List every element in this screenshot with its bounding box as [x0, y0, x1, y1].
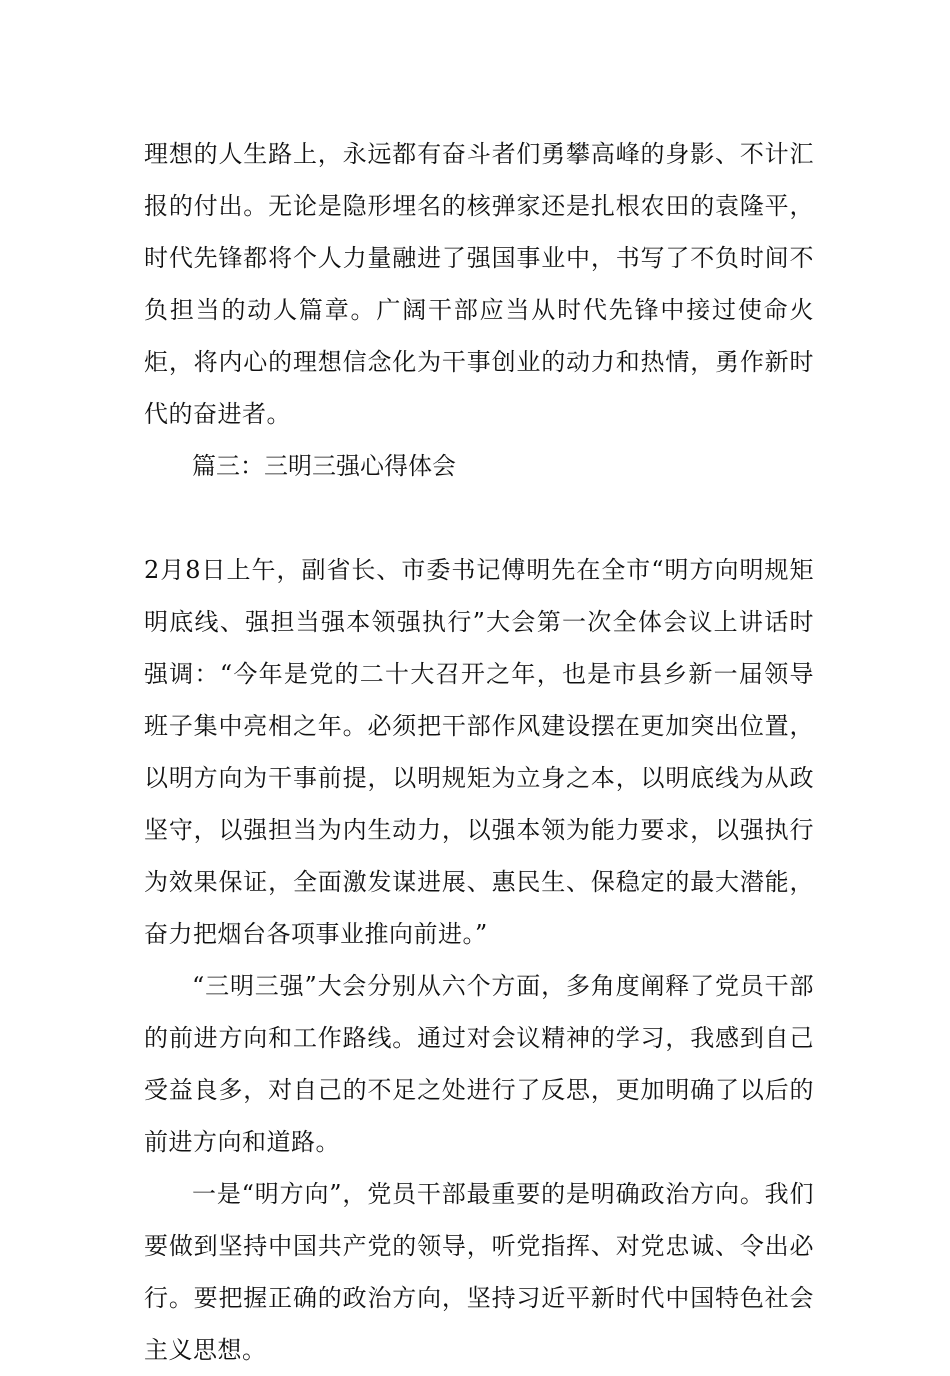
- document-body: [144, 128, 814, 1376]
- paragraph-ideal-path: 理想的人生路上，永远都有奋斗者们勇攀高峰的身影、不计汇报的付出。无论是隐形埋名的核弹家还是扎根农田的袁隆平，时代先锋都将个人力量融进了强国事业中，书写了不负时间不负担当的动人篇章。广阔干部应当从时代先锋中接过使命火炬，将内心的理想信念化为干事创业的动力和热情，勇作新时代的奋进者。: [144, 140, 814, 428]
- paragraph-meeting-speech: 2月8日上午，副省长、市委书记傅明先在全市“明方向明规矩明底线、强担当强本领强执行”大会第一次全体会议上讲话时强调：“今年是党的二十大召开之年，也是市县乡新一届领导班子集中亮相之年。必须把干部作风建设摆在更加突出位置，以明方向为干事前提，以明规矩为立身之本，以明底线为从政坚守，以强担当为内生动力，以强本领为能力要求，以强执行为效果保证，全面激发谋进展、惠民生、保稳定的最大潜能，奋力把烟台各项事业推向前进。”: [144, 556, 814, 948]
- paragraph-clear-direction: 一是“明方向”，党员干部最重要的是明确政治方向。我们要做到坚持中国共产党的领导，听党指挥、对党忠诚、令出必行。要把握正确的政治方向，坚持习近平新时代中国特色社会主义思想。: [144, 1180, 814, 1364]
- paragraph-three-clear-three-strong: “三明三强”大会分别从六个方面，多角度阐释了党员干部的前进方向和工作路线。通过对会议精神的学习，我感到自己受益良多，对自己的不足之处进行了反思，更加明确了以后的前进方向和道路。: [144, 972, 814, 1156]
- section-heading-part-three: 篇三：三明三强心得体会: [192, 452, 456, 480]
- blank-line: [144, 492, 814, 544]
